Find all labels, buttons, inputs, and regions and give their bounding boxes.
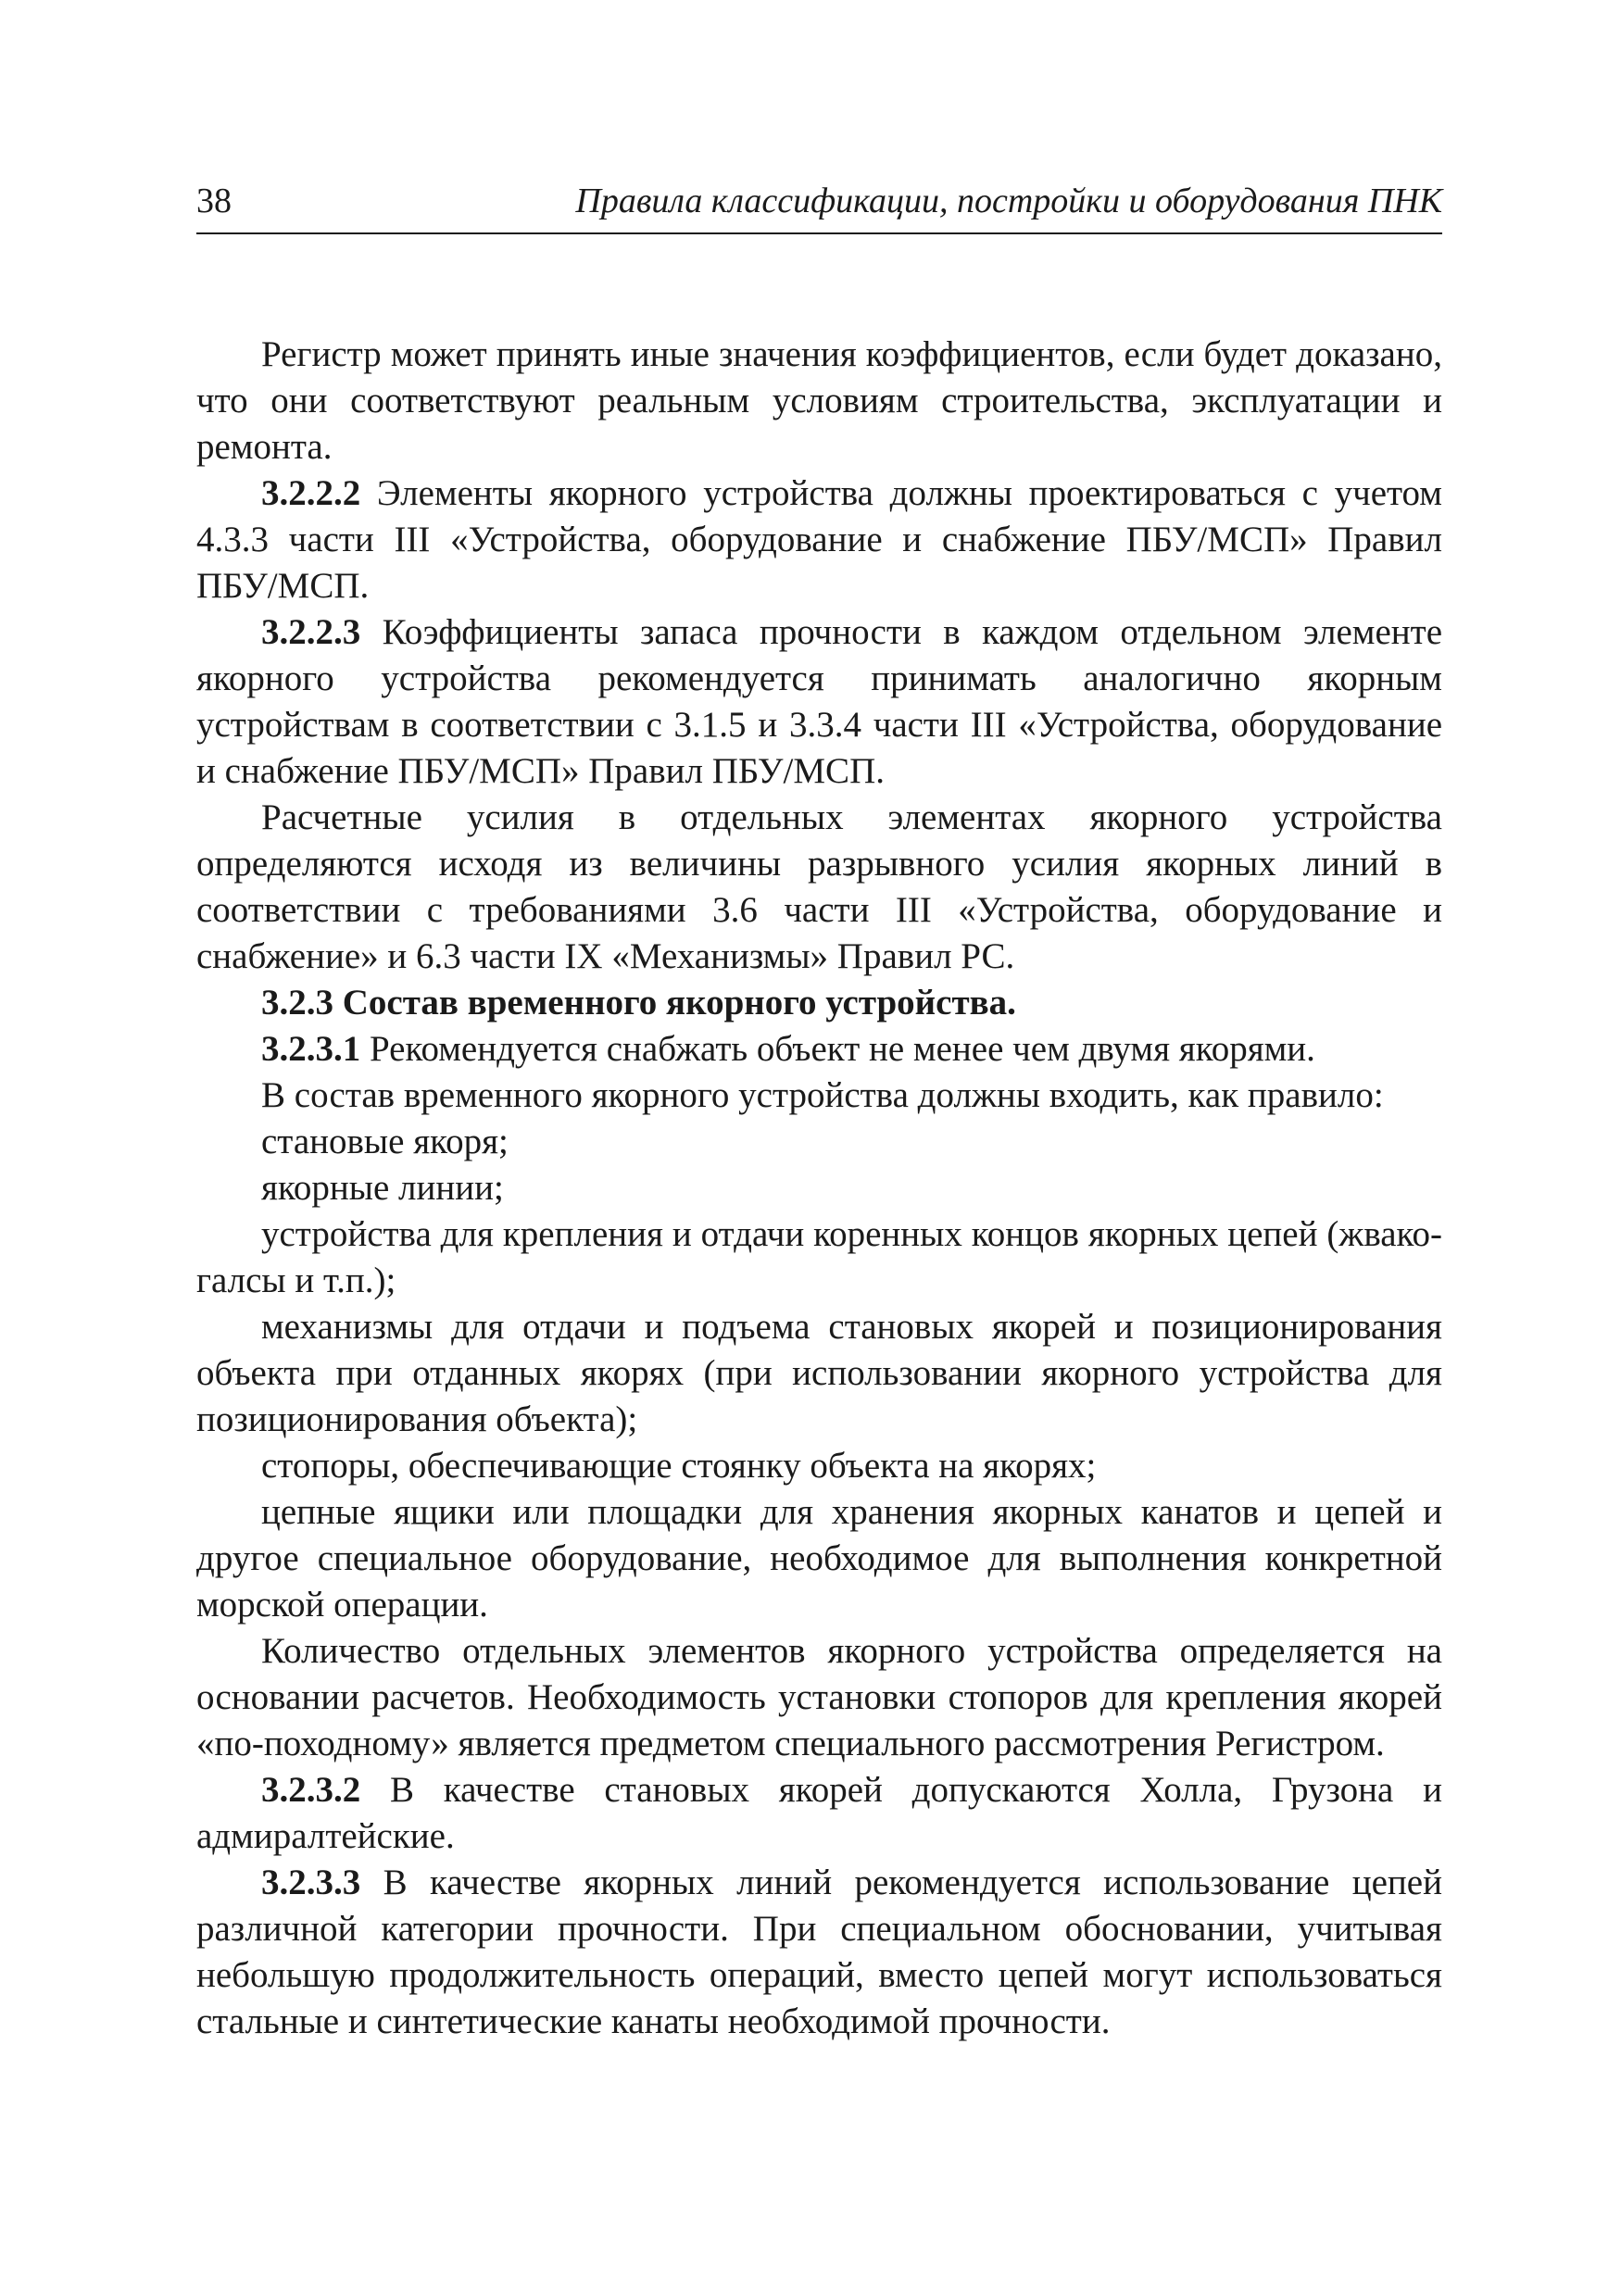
clause-3-2-2-3: 3.2.2.3 Коэффициенты запаса прочности в каждом отдельном элементе якорного устройства рекомендуется принимать аналогично якорным устройствам в соответствии с 3.1.5 и 3.3.4 части III «Устройства, оборудование и снабжение ПБУ/МСП» Правил ПБУ/МСП.	[196, 612, 1442, 791]
list-item: устройства для крепления и отдачи коренных концов якорных цепей (жвако-галсы и т.п.);	[196, 1214, 1442, 1300]
page-number: 38	[196, 182, 232, 220]
clause-number: 3.2.3.2	[261, 1770, 361, 1810]
paragraph-design-loads: Расчетные усилия в отдельных элементах якорного устройства определяются исходя из величины разрывного усилия якорных линий в соответствии с требованиями 3.6 части III «Устройства, оборудование и снабжение» и 6.3 части IX «Механизмы» Правил РС.	[196, 797, 1442, 976]
clause-number: 3.2.2.3	[261, 612, 361, 652]
list-item: становые якоря;	[261, 1122, 509, 1161]
running-header	[196, 179, 1442, 234]
clause-3-2-2-2: 3.2.2.2 Элементы якорного устройства должны проектироваться с учетом 4.3.3 части III «Устройства, оборудование и снабжение ПБУ/МСП» Правил ПБУ/МСП.	[196, 473, 1442, 606]
page-body	[196, 332, 1442, 2045]
clause-number: 3.2.3.3	[261, 1863, 361, 1902]
paragraph-coefficients: Регистр может принять иные значения коэффициентов, если будет доказано, что они соответствуют реальным условиям строительства, эксплуатации и ремонта.	[196, 334, 1442, 467]
clause-3-2-3-1: 3.2.3.1 Рекомендуется снабжать объект не менее чем двумя якорями.	[261, 1029, 1315, 1069]
list-item: стопоры, обеспечивающие стоянку объекта на якорях;	[261, 1446, 1097, 1486]
list-item: цепные ящики или площадки для хранения якорных канатов и цепей и другое специальное оборудование, необходимое для выполнения конкретной морской операции.	[196, 1492, 1442, 1625]
paragraph-quantity: Количество отдельных элементов якорного устройства определяется на основании расчетов. Необходимость установки стопоров для крепления якорей «по-походному» является предметом специального рассмотрения Регистром.	[196, 1631, 1442, 1763]
section-heading-3-2-3: 3.2.3 Состав временного якорного устройства.	[261, 983, 1016, 1023]
clause-3-2-3-2: 3.2.3.2 В качестве становых якорей допускаются Холла, Грузона и адмиралтейские.	[196, 1770, 1442, 1856]
clause-number: 3.2.2.2	[261, 473, 361, 513]
paragraph-composition-intro: В состав временного якорного устройства должны входить, как правило:	[261, 1075, 1384, 1115]
running-title: Правила классификации, постройки и оборудования ПНК	[575, 182, 1442, 220]
list-item: якорные линии;	[261, 1168, 504, 1208]
clause-3-2-3-3: 3.2.3.3 В качестве якорных линий рекомендуется использование цепей различной категории прочности. При специальном обосновании, учитывая небольшую продолжительность операций, вместо цепей могут использоваться стальные и синтетические канаты необходимой прочности.	[196, 1863, 1442, 2041]
list-item: механизмы для отдачи и подъема становых якорей и позиционирования объекта при отданных якорях (при использовании якорного устройства для позиционирования объекта);	[196, 1307, 1442, 1439]
clause-number: 3.2.3.1	[261, 1029, 361, 1069]
